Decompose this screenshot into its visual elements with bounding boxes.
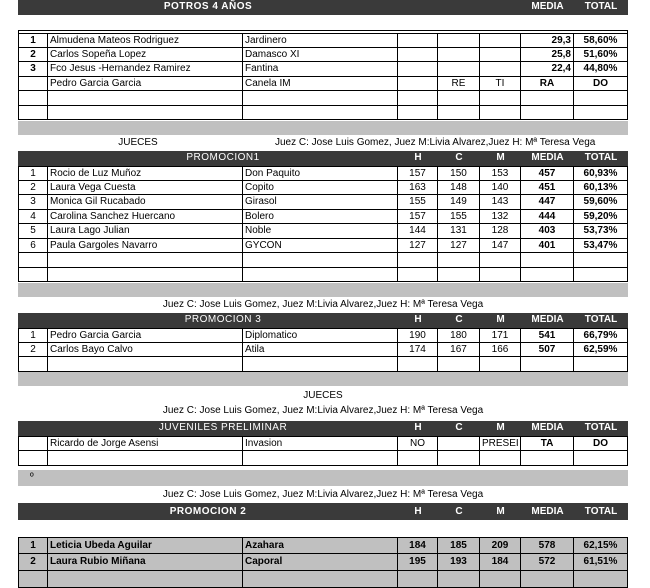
empty-cell bbox=[48, 268, 243, 283]
promocion2-horse-cell: Azahara bbox=[243, 537, 398, 554]
promocion1-total-cell: 53,73% bbox=[574, 224, 628, 239]
empty-cell bbox=[574, 268, 628, 283]
promocion2-media-cell: 572 bbox=[521, 554, 574, 571]
promocion2-rider-cell: Laura Rubio Miñana bbox=[48, 554, 243, 571]
empty-cell bbox=[438, 451, 480, 466]
empty-cell bbox=[18, 451, 48, 466]
promocion2-col-total: TOTAL bbox=[584, 506, 618, 517]
promocion3-media-cell: 541 bbox=[521, 328, 574, 343]
promocion1-pos-cell: 6 bbox=[18, 239, 48, 254]
promocion2-media-cell: 578 bbox=[521, 537, 574, 554]
juveniles-col-m: M bbox=[496, 422, 505, 433]
empty-cell bbox=[398, 62, 438, 77]
empty-cell bbox=[480, 253, 521, 268]
promocion1-col-c: C bbox=[455, 152, 463, 163]
empty-cell bbox=[574, 357, 628, 372]
potros-rider-cell: Carlos Sopeña Lopez bbox=[48, 48, 243, 63]
potros-total-cell: 44,80% bbox=[574, 62, 628, 77]
promocion1-row bbox=[18, 210, 628, 225]
empty-cell bbox=[480, 91, 521, 106]
empty-cell bbox=[438, 33, 480, 48]
empty-cell bbox=[398, 571, 438, 588]
promocion1-horse-cell: GYCON bbox=[243, 239, 398, 254]
juveniles-col-h: H bbox=[414, 422, 422, 433]
empty-cell bbox=[438, 253, 480, 268]
juveniles-row bbox=[18, 436, 628, 451]
empty-cell bbox=[438, 62, 480, 77]
promocion3-col-c: C bbox=[455, 314, 463, 325]
promocion3-pos-cell: 1 bbox=[18, 328, 48, 343]
promocion1-m-cell: 153 bbox=[480, 166, 521, 181]
promocion3-c-cell: 167 bbox=[438, 343, 480, 358]
promocion2-total-cell: 62,15% bbox=[574, 537, 628, 554]
separator-band bbox=[18, 121, 628, 135]
potros-horse-cell: Fantina bbox=[243, 62, 398, 77]
promocion1-row bbox=[18, 239, 628, 254]
promocion2-horse-cell: Caporal bbox=[243, 554, 398, 571]
promocion3-col-m: M bbox=[496, 314, 505, 325]
promocion1-total-cell: 59,60% bbox=[574, 195, 628, 210]
promocion2-col-h: H bbox=[414, 506, 422, 517]
empty-cell bbox=[480, 48, 521, 63]
empty-row bbox=[18, 106, 628, 121]
promocion1-rider-cell: Monica Gil Rucabado bbox=[48, 195, 243, 210]
promocion1-m-cell: 143 bbox=[480, 195, 521, 210]
empty-cell bbox=[438, 106, 480, 121]
empty-cell bbox=[398, 33, 438, 48]
promocion1-h-cell: 157 bbox=[398, 166, 438, 181]
empty-cell bbox=[48, 106, 243, 121]
promocion3-horse-cell: Atila bbox=[243, 343, 398, 358]
potros-media-label: MEDIA bbox=[531, 1, 564, 12]
promocion2-col-media: MEDIA bbox=[531, 506, 564, 517]
promocion3-m-cell: 166 bbox=[480, 343, 521, 358]
potros-horse-cell: Damasco XI bbox=[243, 48, 398, 63]
empty-cell bbox=[574, 91, 628, 106]
potros-rider-cell: Pedro Garcia Garcia bbox=[48, 77, 243, 92]
jueces-label: JUECES bbox=[118, 137, 158, 148]
promocion3-col-h: H bbox=[414, 314, 422, 325]
promocion3-total-cell: 62,59% bbox=[574, 343, 628, 358]
empty-cell bbox=[438, 91, 480, 106]
empty-cell bbox=[18, 106, 48, 121]
promocion1-rider-cell: Rocio de Luz Muñoz bbox=[48, 166, 243, 181]
promocion1-col-h: H bbox=[414, 152, 422, 163]
potros-c3-cell: TI bbox=[480, 77, 521, 92]
empty-cell bbox=[243, 91, 398, 106]
empty-cell bbox=[521, 571, 574, 588]
promocion1-media-cell: 451 bbox=[521, 181, 574, 196]
promocion1-h-cell: 157 bbox=[398, 210, 438, 225]
promocion3-row bbox=[18, 343, 628, 358]
promocion1-pos-cell: 5 bbox=[18, 224, 48, 239]
promocion3-title: PROMOCION 3 bbox=[184, 314, 262, 325]
empty-cell bbox=[48, 571, 243, 588]
promocion2-col-c: C bbox=[455, 506, 463, 517]
empty-cell bbox=[18, 571, 48, 588]
jueces-label: JUECES bbox=[303, 390, 343, 401]
separator-band bbox=[18, 372, 628, 386]
promocion1-title: PROMOCION1 bbox=[186, 152, 260, 163]
separator-band bbox=[18, 470, 628, 486]
empty-cell bbox=[18, 357, 48, 372]
empty-row bbox=[18, 91, 628, 106]
empty-cell bbox=[398, 106, 438, 121]
promocion2-rider-cell: Leticia Ubeda Aguilar bbox=[48, 537, 243, 554]
promocion3-m-cell: 171 bbox=[480, 328, 521, 343]
empty-cell bbox=[398, 48, 438, 63]
promocion1-h-cell: 127 bbox=[398, 239, 438, 254]
potros-total-cell: DO bbox=[574, 77, 628, 92]
empty-cell bbox=[243, 357, 398, 372]
promocion1-c-cell: 127 bbox=[438, 239, 480, 254]
separator-band bbox=[18, 283, 628, 297]
promocion3-col-total: TOTAL bbox=[584, 314, 618, 325]
promocion2-col-m: M bbox=[496, 506, 505, 517]
potros-header bbox=[18, 0, 628, 15]
juveniles-col-c: C bbox=[455, 422, 463, 433]
empty-row bbox=[18, 253, 628, 268]
juveniles-col-media: MEDIA bbox=[531, 422, 564, 433]
promocion1-row bbox=[18, 224, 628, 239]
empty-cell bbox=[480, 33, 521, 48]
empty-cell bbox=[48, 253, 243, 268]
promocion1-pos-cell: 1 bbox=[18, 166, 48, 181]
empty-cell bbox=[398, 253, 438, 268]
empty-cell bbox=[521, 253, 574, 268]
promocion1-media-cell: 401 bbox=[521, 239, 574, 254]
juveniles-header bbox=[18, 421, 628, 436]
promocion2-m-cell: 209 bbox=[480, 537, 521, 554]
potros-row bbox=[18, 62, 628, 77]
juveniles-rider-cell: Ricardo de Jorge Asensi bbox=[48, 436, 243, 451]
juveniles-pos-cell bbox=[18, 436, 48, 451]
promocion1-c-cell: 149 bbox=[438, 195, 480, 210]
promocion1-horse-cell: Girasol bbox=[243, 195, 398, 210]
empty-row bbox=[18, 451, 628, 466]
promocion1-horse-cell: Copito bbox=[243, 181, 398, 196]
promocion2-c-cell: 185 bbox=[438, 537, 480, 554]
promocion1-media-cell: 444 bbox=[521, 210, 574, 225]
judges-text: Juez C: Jose Luis Gomez, Juez M:Livia Alvarez,Juez H: Mª Teresa Vega bbox=[162, 299, 484, 310]
empty-cell bbox=[48, 357, 243, 372]
promocion3-row bbox=[18, 328, 628, 343]
promocion3-h-cell: 190 bbox=[398, 328, 438, 343]
promocion3-rider-cell: Pedro Garcia Garcia bbox=[48, 328, 243, 343]
promocion2-total-cell: 61,51% bbox=[574, 554, 628, 571]
potros-pos-cell: 2 bbox=[18, 48, 48, 63]
promocion1-c-cell: 150 bbox=[438, 166, 480, 181]
empty-cell bbox=[398, 268, 438, 283]
promocion1-c-cell: 148 bbox=[438, 181, 480, 196]
potros-c1-cell bbox=[398, 77, 438, 92]
empty-cell bbox=[18, 253, 48, 268]
promocion2-header bbox=[18, 503, 628, 520]
empty-cell bbox=[521, 91, 574, 106]
promocion1-total-cell: 60,93% bbox=[574, 166, 628, 181]
potros-pos-cell bbox=[18, 77, 48, 92]
empty-cell bbox=[243, 268, 398, 283]
juveniles-m-cell: PRESEI bbox=[480, 436, 521, 451]
empty-cell bbox=[574, 106, 628, 121]
promocion1-rider-cell: Laura Lago Julian bbox=[48, 224, 243, 239]
empty-cell bbox=[243, 451, 398, 466]
promocion1-pos-cell: 3 bbox=[18, 195, 48, 210]
promocion1-horse-cell: Don Paquito bbox=[243, 166, 398, 181]
promocion2-h-cell: 195 bbox=[398, 554, 438, 571]
promocion1-pos-cell: 4 bbox=[18, 210, 48, 225]
potros-rider-cell: Almudena Mateos Rodriguez bbox=[48, 33, 243, 48]
empty-cell bbox=[574, 253, 628, 268]
promocion1-media-cell: 457 bbox=[521, 166, 574, 181]
promocion3-header bbox=[18, 313, 628, 328]
promocion3-c-cell: 180 bbox=[438, 328, 480, 343]
empty-cell bbox=[521, 268, 574, 283]
potros-total-cell: 58,60% bbox=[574, 33, 628, 48]
empty-cell bbox=[480, 571, 521, 588]
jueces-row bbox=[18, 136, 628, 149]
potros-row bbox=[18, 48, 628, 63]
empty-row bbox=[18, 357, 628, 372]
promocion2-m-cell: 184 bbox=[480, 554, 521, 571]
promocion1-c-cell: 155 bbox=[438, 210, 480, 225]
empty-cell bbox=[480, 268, 521, 283]
promocion1-row bbox=[18, 195, 628, 210]
promocion2-title: PROMOCION 2 bbox=[169, 506, 247, 517]
potros-c2-cell: RE bbox=[438, 77, 480, 92]
potros-media-cell: 22,4 bbox=[521, 62, 574, 77]
empty-cell bbox=[243, 571, 398, 588]
potros-total-cell: 51,60% bbox=[574, 48, 628, 63]
empty-cell bbox=[480, 451, 521, 466]
promocion3-pos-cell: 2 bbox=[18, 343, 48, 358]
promocion1-horse-cell: Bolero bbox=[243, 210, 398, 225]
empty-cell bbox=[18, 268, 48, 283]
promocion1-m-cell: 128 bbox=[480, 224, 521, 239]
promocion2-row bbox=[18, 554, 628, 571]
empty-cell bbox=[398, 451, 438, 466]
promocion1-h-cell: 144 bbox=[398, 224, 438, 239]
promocion1-horse-cell: Noble bbox=[243, 224, 398, 239]
juveniles-c-cell bbox=[438, 436, 480, 451]
promocion1-m-cell: 140 bbox=[480, 181, 521, 196]
empty-cell bbox=[521, 357, 574, 372]
promocion1-row bbox=[18, 166, 628, 181]
promocion1-col-m: M bbox=[496, 152, 505, 163]
empty-cell bbox=[398, 357, 438, 372]
potros-rider-cell: Fco Jesus -Hernandez Ramirez bbox=[48, 62, 243, 77]
empty-cell bbox=[243, 253, 398, 268]
judges-text: Juez C: Jose Luis Gomez, Juez M:Livia Alvarez,Juez H: Mª Teresa Vega bbox=[162, 489, 484, 500]
empty-cell bbox=[438, 48, 480, 63]
empty-row bbox=[18, 571, 628, 588]
promocion1-c-cell: 131 bbox=[438, 224, 480, 239]
empty-cell bbox=[480, 62, 521, 77]
empty-cell bbox=[521, 451, 574, 466]
empty-cell bbox=[243, 106, 398, 121]
juveniles-total-cell: DO bbox=[574, 436, 628, 451]
promocion1-col-total: TOTAL bbox=[584, 152, 618, 163]
promocion1-total-cell: 59,20% bbox=[574, 210, 628, 225]
judges-text: Juez C: Jose Luis Gomez, Juez M:Livia Alvarez,Juez H: Mª Teresa Vega bbox=[275, 137, 596, 148]
degree-mark: º bbox=[30, 472, 34, 483]
promocion2-row bbox=[18, 537, 628, 554]
promocion2-c-cell: 193 bbox=[438, 554, 480, 571]
promocion2-pos-cell: 2 bbox=[18, 554, 48, 571]
empty-cell bbox=[480, 106, 521, 121]
promocion1-h-cell: 155 bbox=[398, 195, 438, 210]
promocion1-col-media: MEDIA bbox=[531, 152, 564, 163]
empty-cell bbox=[48, 91, 243, 106]
promocion1-row bbox=[18, 181, 628, 196]
potros-total-label: TOTAL bbox=[584, 1, 618, 12]
juveniles-title: JUVENILES PRELIMINAR bbox=[158, 422, 288, 433]
potros-media-cell: RA bbox=[521, 77, 574, 92]
judges-text: Juez C: Jose Luis Gomez, Juez M:Livia Alvarez,Juez H: Mª Teresa Vega bbox=[162, 405, 484, 416]
promocion3-rider-cell: Carlos Bayo Calvo bbox=[48, 343, 243, 358]
promocion1-h-cell: 163 bbox=[398, 181, 438, 196]
promocion3-media-cell: 507 bbox=[521, 343, 574, 358]
juveniles-media-cell: TA bbox=[521, 436, 574, 451]
promocion1-media-cell: 403 bbox=[521, 224, 574, 239]
potros-media-cell: 29,3 bbox=[521, 33, 574, 48]
promocion1-pos-cell: 2 bbox=[18, 181, 48, 196]
promocion3-col-media: MEDIA bbox=[531, 314, 564, 325]
potros-title: POTROS 4 AÑOS bbox=[163, 1, 253, 12]
empty-cell bbox=[438, 571, 480, 588]
promocion1-total-cell: 53,47% bbox=[574, 239, 628, 254]
juveniles-horse-cell: Invasion bbox=[243, 436, 398, 451]
potros-pos-cell: 3 bbox=[18, 62, 48, 77]
empty-cell bbox=[480, 357, 521, 372]
promocion3-total-cell: 66,79% bbox=[574, 328, 628, 343]
juveniles-col-total: TOTAL bbox=[584, 422, 618, 433]
potros-row bbox=[18, 77, 628, 92]
promocion3-horse-cell: Diplomatico bbox=[243, 328, 398, 343]
promocion1-rider-cell: Laura Vega Cuesta bbox=[48, 181, 243, 196]
potros-pos-cell: 1 bbox=[18, 33, 48, 48]
empty-cell bbox=[574, 571, 628, 588]
promocion2-h-cell: 184 bbox=[398, 537, 438, 554]
promocion1-total-cell: 60,13% bbox=[574, 181, 628, 196]
promocion2-pos-cell: 1 bbox=[18, 537, 48, 554]
empty-cell bbox=[574, 451, 628, 466]
potros-row bbox=[18, 33, 628, 48]
potros-horse-cell: Jardinero bbox=[243, 33, 398, 48]
promocion1-m-cell: 132 bbox=[480, 210, 521, 225]
promocion1-media-cell: 447 bbox=[521, 195, 574, 210]
empty-row bbox=[18, 268, 628, 283]
promocion1-m-cell: 147 bbox=[480, 239, 521, 254]
potros-media-cell: 25,8 bbox=[521, 48, 574, 63]
promocion1-rider-cell: Carolina Sanchez Huercano bbox=[48, 210, 243, 225]
empty-cell bbox=[398, 91, 438, 106]
promocion3-h-cell: 174 bbox=[398, 343, 438, 358]
empty-cell bbox=[18, 91, 48, 106]
potros-horse-cell: Canela IM bbox=[243, 77, 398, 92]
empty-cell bbox=[438, 268, 480, 283]
promocion1-rider-cell: Paula Gargoles Navarro bbox=[48, 239, 243, 254]
empty-cell bbox=[521, 106, 574, 121]
juveniles-h-cell: NO bbox=[398, 436, 438, 451]
empty-cell bbox=[48, 451, 243, 466]
empty-cell bbox=[438, 357, 480, 372]
promocion1-header bbox=[18, 151, 628, 166]
